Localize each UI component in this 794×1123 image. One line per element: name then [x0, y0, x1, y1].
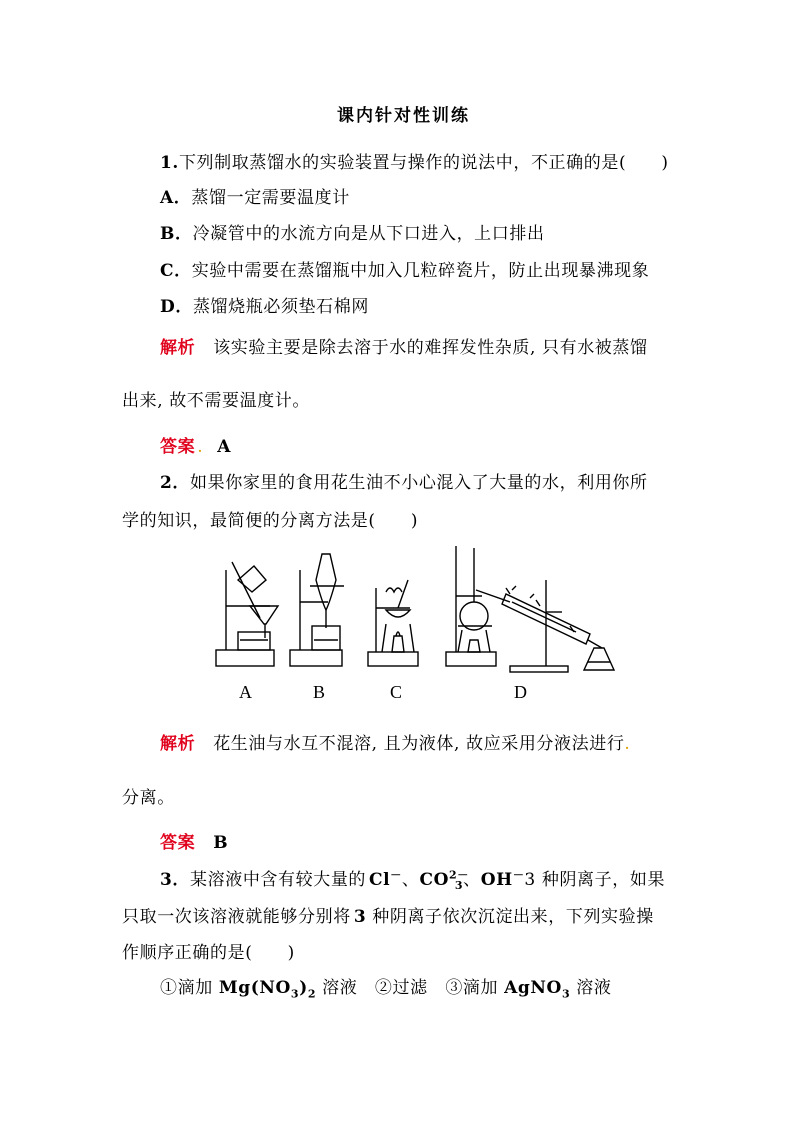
- q1-analysis: [160, 333, 648, 358]
- step-text: 溶液: [570, 978, 612, 998]
- apparatus-d-distillation: [446, 546, 614, 672]
- option-letter: C．: [160, 261, 192, 281]
- option-letter: B．: [160, 224, 193, 244]
- q2-stem: [160, 468, 648, 493]
- option-letter: A．: [160, 188, 192, 208]
- ion-chloride: Cl: [369, 870, 391, 890]
- q3-stem-line2: [122, 902, 654, 927]
- charge: 2－: [449, 868, 469, 882]
- step-text: 溶液 ②过滤 ③滴加: [316, 978, 505, 998]
- q3-steps: [160, 973, 611, 1000]
- ion-hydroxide: OH: [480, 870, 513, 890]
- figure-label-c: C: [390, 682, 403, 702]
- figure-label-d: D: [514, 682, 527, 702]
- option-text: 冷凝管中的水流方向是从下口进入，上口排出: [192, 224, 545, 244]
- analysis-text: 花生油与水互不混溶, 且为液体, 故应采用分液法进行: [213, 734, 625, 754]
- q1-answer: 答案 . A: [160, 437, 232, 457]
- q1-option-d: [160, 292, 369, 317]
- option-letter: D．: [160, 297, 193, 317]
- apparatus-figure: [210, 540, 620, 676]
- q3-count: 3: [353, 907, 367, 927]
- q3-stem-text: 某溶液中含有较大量的: [190, 870, 367, 890]
- step-text: ①滴加: [160, 978, 219, 998]
- figure-label-b: B: [313, 682, 326, 702]
- q1-stem: [160, 148, 669, 173]
- charge: －: [512, 868, 525, 882]
- analysis-label: 解析: [160, 338, 196, 358]
- analysis-label: 解析: [160, 734, 196, 754]
- subscript: 3: [561, 987, 571, 1001]
- subscript: 3: [290, 987, 300, 1001]
- answer-value: A: [217, 437, 232, 457]
- option-text: 实验中需要在蒸馏瓶中加入几粒碎瓷片，防止出现暴沸现象: [191, 261, 650, 281]
- chem-formula: Mg(NO: [218, 978, 291, 998]
- q1-stem-text: 下列制取蒸馏水的实验装置与操作的说法中，不正确的是( ): [178, 153, 669, 173]
- apparatus-a-filtration: [216, 562, 278, 666]
- q2-analysis-cont: 分离。: [122, 788, 175, 808]
- analysis-text: 该实验主要是除去溶于水的难挥发性杂质, 只有水被蒸馏: [213, 338, 648, 358]
- q3-stem: [160, 865, 665, 892]
- apparatus-c-evaporation: [368, 580, 418, 666]
- q1-number: 1.: [160, 153, 179, 173]
- charge: －: [390, 868, 402, 882]
- q2-stem-cont: 学的知识，最简便的分离方法是( ): [122, 511, 419, 531]
- chem-formula: ): [299, 978, 308, 998]
- q3-number: 3．: [160, 870, 191, 890]
- q2-analysis: 解析 花生油与水互不混溶, 且为液体, 故应采用分液法进行.: [160, 734, 631, 754]
- q1-analysis-cont: 出来, 故不需要温度计。: [122, 391, 311, 411]
- option-text: 蒸馏一定需要温度计: [191, 188, 350, 208]
- q2-answer: [160, 828, 228, 853]
- q1-option-c: [160, 256, 649, 281]
- q1-option-a: [160, 183, 350, 208]
- answer-label: 答案: [160, 437, 196, 457]
- q3-stem-text: 种阴离子依次沉淀出来，下列实验操: [366, 907, 654, 927]
- separator: 、: [463, 870, 481, 890]
- ion-carbonate: CO: [419, 870, 449, 890]
- separator: 、: [401, 870, 420, 890]
- subscript: 2: [307, 987, 317, 1001]
- q2-stem-text: 如果你家里的食用花生油不小心混入了大量的水，利用你所: [190, 473, 648, 493]
- answer-label: 答案: [160, 833, 196, 853]
- option-text: 蒸馏烧瓶必须垫石棉网: [192, 297, 369, 317]
- q2-number: 2．: [160, 473, 191, 493]
- apparatus-b-separatory-funnel: [290, 554, 344, 666]
- q3-stem-line3: 作顺序正确的是( ): [122, 943, 295, 963]
- chem-formula: AgNO: [504, 978, 562, 998]
- q1-option-b: [160, 219, 545, 244]
- page-title: 课内针对性训练: [337, 106, 470, 126]
- q3-stem-text: 只取一次该溶液就能够分别将: [122, 907, 351, 927]
- answer-value: B: [213, 833, 229, 853]
- subscript: 3: [454, 879, 464, 893]
- q3-stem-text-2: 3 种阴离子，如果: [524, 870, 666, 890]
- figure-label-a: A: [239, 682, 252, 702]
